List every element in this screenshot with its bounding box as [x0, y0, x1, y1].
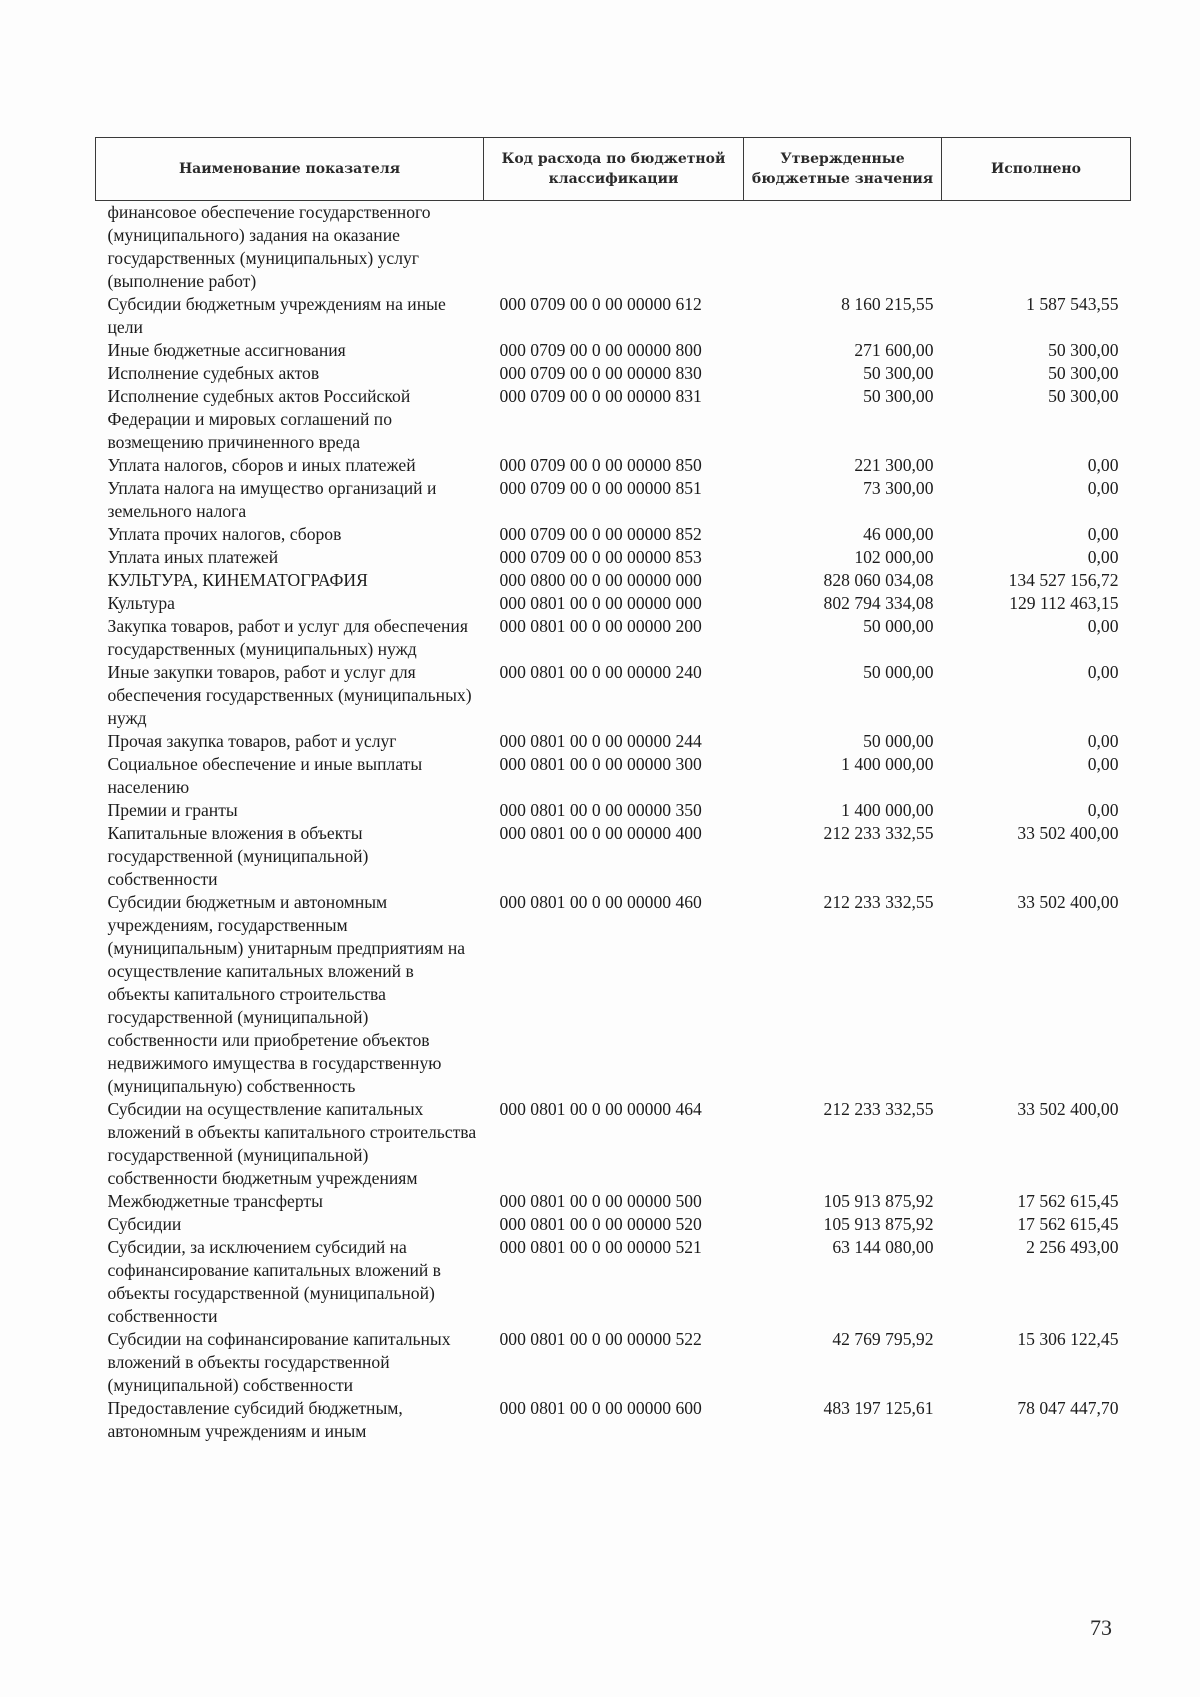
row-approved-cell: 50 000,00: [863, 662, 934, 682]
table-row: [96, 1098, 1131, 1190]
row-name-cell: Уплата прочих налогов, сборов: [107, 524, 342, 544]
row-approved-cell: 212 233 332,55: [823, 823, 934, 843]
row-approved-cell: 271 600,00: [854, 340, 934, 360]
header-budget-code: Код расхода по бюджетной классификации: [484, 138, 744, 201]
row-code-cell: 000 0709 00 0 00 00000 851: [499, 478, 702, 498]
table-row: [96, 362, 1131, 385]
row-name-cell: Премии и гранты: [107, 800, 238, 820]
row-name-cell: КУЛЬТУРА, КИНЕМАТОГРАФИЯ: [107, 570, 368, 590]
table-header: [96, 138, 1131, 201]
row-name-cell: Исполнение судебных актов Российской Федерации и мировых соглашений по возмещению причиненного вреда: [107, 386, 411, 452]
row-approved-cell: [744, 201, 942, 294]
row-code-cell: 000 0709 00 0 00 00000 850: [499, 455, 702, 475]
row-name-cell: Прочая закупка товаров, работ и услуг: [107, 731, 397, 751]
row-name-cell: финансовое обеспечение государственного (муниципального) задания на оказание государственных (муниципальных) услуг (выполнение работ): [107, 202, 431, 291]
row-approved-cell: 828 060 034,08: [823, 570, 934, 590]
table-body: [96, 201, 1131, 1444]
row-code-cell: 000 0709 00 0 00 00000 830: [499, 363, 702, 383]
row-executed-cell: 33 502 400,00: [1017, 823, 1119, 843]
row-approved-cell: 1 400 000,00: [841, 800, 934, 820]
row-code-cell: 000 0800 00 0 00 00000 000: [499, 570, 702, 590]
table-row: [96, 293, 1131, 339]
row-executed-cell: 50 300,00: [1048, 340, 1119, 360]
table-row: [96, 339, 1131, 362]
row-name-cell: Уплата налогов, сборов и иных платежей: [107, 455, 416, 475]
row-name-cell: Межбюджетные трансферты: [107, 1191, 323, 1211]
row-name-cell: Субсидии бюджетным и автономным учреждениям, государственным (муниципальным) унитарным предприятиям на осуществление капитальных вложений в объекты капитального строительства государственной (муниципальной) собственности или приобретение объектов недвижимого имущества в государственную (муниципальную) собственность: [107, 892, 466, 1096]
row-executed-cell: 33 502 400,00: [1017, 1099, 1119, 1119]
row-executed-cell: 0,00: [1087, 478, 1119, 498]
row-approved-cell: 105 913 875,92: [823, 1191, 934, 1211]
header-approved-values: Утвержденные бюджетные значения: [744, 138, 942, 201]
row-executed-cell: 0,00: [1087, 616, 1119, 636]
table-row: [96, 1328, 1131, 1397]
row-code-cell: 000 0801 00 0 00 00000 464: [499, 1099, 702, 1119]
table-row: [96, 454, 1131, 477]
row-executed-cell: 0,00: [1087, 455, 1119, 475]
row-code-cell: 000 0801 00 0 00 00000 500: [499, 1191, 702, 1211]
row-name-cell: Уплата иных платежей: [107, 547, 279, 567]
table-row: [96, 592, 1131, 615]
row-executed-cell: 0,00: [1087, 662, 1119, 682]
row-executed-cell: 129 112 463,15: [1009, 593, 1119, 613]
table-row: [96, 822, 1131, 891]
row-approved-cell: 50 300,00: [863, 386, 934, 406]
row-name-cell: Капитальные вложения в объекты государственной (муниципальной) собственности: [107, 823, 369, 889]
row-name-cell: Субсидии: [107, 1214, 182, 1234]
row-executed-cell: [942, 201, 1131, 294]
row-approved-cell: 73 300,00: [863, 478, 934, 498]
table-row: [96, 1190, 1131, 1213]
row-code-cell: 000 0801 00 0 00 00000 460: [499, 892, 702, 912]
row-name-cell: Закупка товаров, работ и услуг для обеспечения государственных (муниципальных) нужд: [107, 616, 468, 659]
row-executed-cell: 134 527 156,72: [1008, 570, 1119, 590]
row-code-cell: 000 0801 00 0 00 00000 400: [499, 823, 702, 843]
row-approved-cell: 802 794 334,08: [823, 593, 934, 613]
row-executed-cell: 50 300,00: [1048, 363, 1119, 383]
row-code-cell: 000 0709 00 0 00 00000 612: [499, 294, 702, 314]
row-executed-cell: 0,00: [1087, 524, 1119, 544]
row-name-cell: Субсидии на осуществление капитальных вложений в объекты капитального строительства государственной (муниципальной) собственности бюджетным учреждениям: [107, 1099, 477, 1188]
row-executed-cell: 0,00: [1087, 754, 1119, 774]
row-approved-cell: 102 000,00: [854, 547, 934, 567]
row-code-cell: 000 0801 00 0 00 00000 200: [499, 616, 702, 636]
row-code-cell: 000 0801 00 0 00 00000 000: [499, 593, 702, 613]
row-code-cell: 000 0801 00 0 00 00000 350: [499, 800, 702, 820]
table-row: [96, 523, 1131, 546]
row-approved-cell: 8 160 215,55: [841, 294, 934, 314]
row-name-cell: Социальное обеспечение и иные выплаты населению: [107, 754, 423, 797]
row-code-cell: 000 0709 00 0 00 00000 800: [499, 340, 702, 360]
table-row: [96, 1397, 1131, 1443]
row-executed-cell: 15 306 122,45: [1017, 1329, 1119, 1349]
row-approved-cell: 63 144 080,00: [832, 1237, 934, 1257]
row-name-cell: Исполнение судебных актов: [107, 363, 320, 383]
table-row: [96, 569, 1131, 592]
row-approved-cell: 50 000,00: [863, 731, 934, 751]
row-name-cell: Культура: [107, 593, 175, 613]
table-row: [96, 477, 1131, 523]
row-code-cell: [484, 201, 744, 294]
row-code-cell: 000 0709 00 0 00 00000 852: [499, 524, 702, 544]
row-executed-cell: 17 562 615,45: [1017, 1214, 1119, 1234]
row-executed-cell: 50 300,00: [1048, 386, 1119, 406]
row-code-cell: 000 0801 00 0 00 00000 600: [499, 1398, 702, 1418]
row-executed-cell: 2 256 493,00: [1026, 1237, 1119, 1257]
row-code-cell: 000 0801 00 0 00 00000 244: [499, 731, 702, 751]
row-name-cell: Субсидии бюджетным учреждениям на иные цели: [107, 294, 446, 337]
header-indicator-name: Наименование показателя: [96, 138, 484, 201]
table-row: [96, 615, 1131, 661]
row-approved-cell: 42 769 795,92: [832, 1329, 934, 1349]
table-row: [96, 1213, 1131, 1236]
table-row: [96, 753, 1131, 799]
page-number: 73: [1090, 1615, 1112, 1640]
table-row: [96, 385, 1131, 454]
row-approved-cell: 212 233 332,55: [823, 892, 934, 912]
row-executed-cell: 17 562 615,45: [1017, 1191, 1119, 1211]
row-name-cell: Субсидии на софинансирование капитальных вложений в объекты государственной (муниципальной) собственности: [107, 1329, 451, 1395]
row-executed-cell: 1 587 543,55: [1026, 294, 1119, 314]
table-row: [96, 799, 1131, 822]
row-name-cell: Иные закупки товаров, работ и услуг для обеспечения государственных (муниципальных) нужд: [107, 662, 472, 728]
row-approved-cell: 105 913 875,92: [823, 1214, 934, 1234]
row-name-cell: Уплата налога на имущество организаций и земельного налога: [107, 478, 437, 521]
row-code-cell: 000 0801 00 0 00 00000 521: [499, 1237, 702, 1257]
row-executed-cell: 0,00: [1087, 800, 1119, 820]
row-name-cell: Предоставление субсидий бюджетным, автономным учреждениям и иным: [107, 1398, 403, 1441]
header-executed: Исполнено: [942, 138, 1131, 201]
row-executed-cell: 33 502 400,00: [1017, 892, 1119, 912]
row-approved-cell: 46 000,00: [863, 524, 934, 544]
row-code-cell: 000 0801 00 0 00 00000 240: [499, 662, 702, 682]
row-name-cell: Иные бюджетные ассигнования: [107, 340, 346, 360]
row-code-cell: 000 0801 00 0 00 00000 522: [499, 1329, 702, 1349]
row-approved-cell: 221 300,00: [854, 455, 934, 475]
table-row: [96, 201, 1131, 294]
table-row: [96, 546, 1131, 569]
table-row: [96, 730, 1131, 753]
table-row: [96, 891, 1131, 1098]
row-executed-cell: 0,00: [1087, 547, 1119, 567]
row-approved-cell: 212 233 332,55: [823, 1099, 934, 1119]
row-approved-cell: 50 000,00: [863, 616, 934, 636]
row-code-cell: 000 0801 00 0 00 00000 520: [499, 1214, 702, 1234]
row-executed-cell: 78 047 447,70: [1017, 1398, 1119, 1418]
table-row: [96, 1236, 1131, 1328]
budget-execution-table: [95, 137, 1131, 1443]
row-approved-cell: 50 300,00: [863, 363, 934, 383]
row-executed-cell: 0,00: [1087, 731, 1119, 751]
row-approved-cell: 1 400 000,00: [841, 754, 934, 774]
table-row: [96, 661, 1131, 730]
row-approved-cell: 483 197 125,61: [823, 1398, 934, 1418]
row-code-cell: 000 0709 00 0 00 00000 831: [499, 386, 702, 406]
row-code-cell: 000 0709 00 0 00 00000 853: [499, 547, 702, 567]
row-name-cell: Субсидии, за исключением субсидий на софинансирование капитальных вложений в объекты государственной (муниципальной) собственности: [107, 1237, 441, 1326]
row-code-cell: 000 0801 00 0 00 00000 300: [499, 754, 702, 774]
